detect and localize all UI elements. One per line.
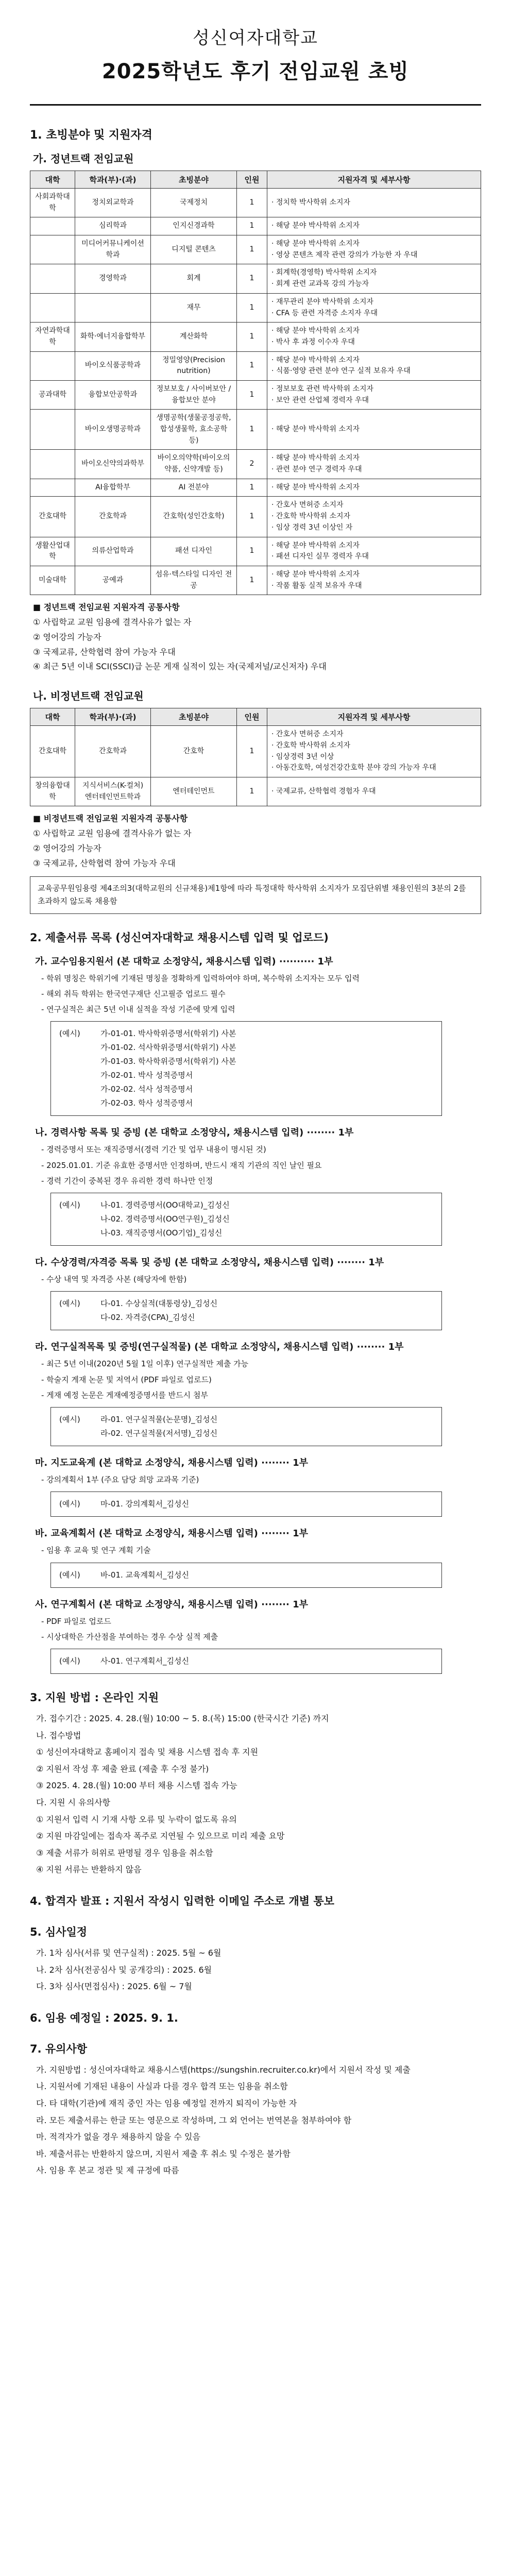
section-line: ④ 지원 서류는 반환하지 않음 xyxy=(36,1865,142,1875)
table-cell: · 간호사 면허증 소지자 · 간호학 박사학위 소지자 · 임상경력 3년 이상 · 아동간호학, 여성건강간호학 분야 강의 가능자 우대 xyxy=(267,726,481,777)
table-header-cell: 지원자격 및 세부사항 xyxy=(267,708,481,726)
section-line: 라. 모든 제출서류는 한글 또는 영문으로 작성하며, 그 외 언어는 번역본을 첨부하여야 함 xyxy=(36,2115,352,2125)
requirement-note: ② 영어강의 가능자 xyxy=(33,632,101,642)
table-cell: 사회과학대학 xyxy=(30,189,75,217)
table-cell: 미디어커뮤니케이션학과 xyxy=(75,235,151,264)
document-item-line: - 연구실적은 최근 5년 이내 실적을 작성 기준에 맞게 입력 xyxy=(41,1005,235,1014)
document-item-title: 라. 연구실적목록 및 증빙(연구실적물) (본 대학교 소정양식, 채용시스템 입력) ········ 1부 xyxy=(35,1342,404,1353)
document-item-line: - 게재 예정 논문은 게재예정증명서를 반드시 첨부 xyxy=(41,1390,208,1400)
example-lines xyxy=(100,1568,189,1582)
requirement-note: ② 영어강의 가능자 xyxy=(33,843,101,853)
table-row xyxy=(30,726,481,777)
table-cell: 1 xyxy=(237,264,267,293)
table-cell: 1 xyxy=(237,323,267,351)
table-cell: 생명공학(생물공정공학, 합성생물학, 효소공학 등) xyxy=(151,410,237,450)
table-cell: 계산화학 xyxy=(151,323,237,351)
table-row xyxy=(30,380,481,409)
filename-example-box xyxy=(50,1563,442,1588)
table-cell: 1 xyxy=(237,726,267,777)
requirement-note: ④ 최근 5년 이내 SCI(SSCI)급 논문 게재 실적이 있는 자(국제저널/교신저자) 우대 xyxy=(33,662,327,672)
document-item-line: - 경력 기간이 중복된 경우 유리한 경력 하나만 인정 xyxy=(41,1176,213,1185)
tenure-subheading: 가. 정년트랙 전임교원 xyxy=(33,152,134,165)
example-label: (예시) xyxy=(59,1200,80,1210)
table-cell: · 해당 분야 박사학위 소지자 · 관련 분야 연구 경력자 우대 xyxy=(267,450,481,479)
table-row xyxy=(30,450,481,479)
table-cell: 패션 디자인 xyxy=(151,537,237,566)
table-header-cell: 대학 xyxy=(30,171,75,189)
table-cell: 바이오의약학(바이오의약품, 신약개발 등) xyxy=(151,450,237,479)
document-item-title: 마. 지도교육계 (본 대학교 소정양식, 채용시스템 입력) ········ 1부 xyxy=(35,1458,309,1469)
table-cell: 바이오식품공학과 xyxy=(75,351,151,380)
table-cell: 국제정치 xyxy=(151,189,237,217)
example-filename: 다-01. 수상실적(대통령상)_김성신 xyxy=(100,1299,218,1309)
table-cell: 1 xyxy=(237,235,267,264)
table-cell: 바이오신약의과학부 xyxy=(75,450,151,479)
section5-heading: 5. 심사일정 xyxy=(30,1925,88,1938)
table-row xyxy=(30,566,481,595)
posting-title: 2025학년도 후기 전임교원 초빙 xyxy=(101,60,410,83)
section-line: 사. 임용 후 본교 정관 및 제 규정에 따름 xyxy=(36,2165,179,2176)
table-cell: 1 xyxy=(237,566,267,595)
document-item-title: 바. 교육계획서 (본 대학교 소정양식, 채용시스템 입력) ········ 1부 xyxy=(35,1528,309,1539)
section6-heading xyxy=(30,2010,481,2025)
table-cell: 1 xyxy=(237,479,267,497)
example-label: (예시) xyxy=(59,1570,80,1580)
table-cell: 1 xyxy=(237,777,267,806)
table-cell: 1 xyxy=(237,380,267,409)
document-item-line: - 학술지 게재 논문 및 저역서 (PDF 파일로 업로드) xyxy=(41,1375,212,1384)
table-cell: · 국제교류, 산학협력 경험자 우대 xyxy=(267,777,481,806)
document-item-line: - 최근 5년 이내(2020년 5월 1일 이후) 연구실적만 제출 가능 xyxy=(41,1359,249,1369)
document-item-line: - 강의계획서 1부 (주요 담당 희망 교과목 기준) xyxy=(41,1475,199,1485)
example-filename: 다-02. 자격증(CPA)_김성신 xyxy=(100,1313,195,1323)
requirement-note: ③ 국제교류, 산학협력 참여 가능자 우대 xyxy=(33,858,176,868)
posting-header xyxy=(30,24,481,84)
document-item-title: 사. 연구계획서 (본 대학교 소정양식, 채용시스템 입력) ········ 1부 xyxy=(35,1599,309,1610)
table-row xyxy=(30,293,481,322)
table-cell: AI융합학부 xyxy=(75,479,151,497)
table-header-cell: 학과(부)·(과) xyxy=(75,171,151,189)
example-label: (예시) xyxy=(59,1029,80,1039)
document-item-line: - 학위 명칭은 학위기에 기재된 명칭을 정확하게 입력하여야 하며, 복수학위 소지자는 모두 입력 xyxy=(41,973,360,983)
filename-example-box xyxy=(50,1291,442,1330)
table-row xyxy=(30,189,481,217)
document-item-line: - 2025.01.01. 기준 유효한 증명서만 인정하며, 반드시 재직 기관의 직인 날인 필요 xyxy=(41,1160,322,1170)
table-row xyxy=(30,410,481,450)
example-lines xyxy=(100,1198,230,1240)
table-cell: · 해당 분야 박사학위 소지자 · 영상 콘텐츠 제작 관련 강의가 가능한 자 우대 xyxy=(267,235,481,264)
section6-text: 6. 임용 예정일 : 2025. 9. 1. xyxy=(30,2011,178,2024)
table-row xyxy=(30,777,481,806)
table-cell: · 해당 분야 박사학위 소지자 · 식품·영양 관련 분야 연구 실적 보유자 우대 xyxy=(267,351,481,380)
section4-heading: 4. 합격자 발표 : 지원서 작성시 입력한 이메일 주소로 개별 통보 xyxy=(30,1894,334,1907)
tenure-track-table xyxy=(30,171,481,595)
table-header-cell: 지원자격 및 세부사항 xyxy=(267,171,481,189)
table-cell: · 해당 분야 박사학위 소지자 xyxy=(267,479,481,497)
section7-heading: 7. 유의사항 xyxy=(30,2042,88,2055)
document-item-title: 나. 경력사항 목록 및 증빙 (본 대학교 소정양식, 채용시스템 입력) ········ 1부 xyxy=(35,1127,354,1139)
example-filename: 라-01. 연구실적물(논문명)_김성신 xyxy=(100,1415,218,1425)
table-header-cell: 인원 xyxy=(237,171,267,189)
example-filename: 가-01-02. 석사학위증명서(학위기) 사본 xyxy=(100,1043,236,1053)
table-cell: 1 xyxy=(237,351,267,380)
university-name: 성신여자대학교 xyxy=(193,28,318,48)
table-cell: AI 전분야 xyxy=(151,479,237,497)
table-cell: 2 xyxy=(237,450,267,479)
example-lines xyxy=(100,1654,189,1668)
table-cell: · 해당 분야 박사학위 소지자 xyxy=(267,217,481,235)
table-cell: 간호학(성인간호학) xyxy=(151,497,237,537)
table-cell: 1 xyxy=(237,189,267,217)
table-cell: 1 xyxy=(237,217,267,235)
section1-heading: 1. 초빙분야 및 지원자격 xyxy=(30,129,152,142)
table-header-cell: 초빙분야 xyxy=(151,708,237,726)
document-item-line: - 시상대학은 가산점을 부여하는 경우 수상 실적 제출 xyxy=(41,1632,218,1641)
table-cell: 재무 xyxy=(151,293,237,322)
table-cell: 공과대학 xyxy=(30,380,75,409)
table-cell xyxy=(30,450,75,479)
table-cell: 정치외교학과 xyxy=(75,189,151,217)
example-filename: 가-02-02. 석사 성적증명서 xyxy=(100,1084,193,1094)
example-filename: 가-01-03. 학사학위증명서(학위기) 사본 xyxy=(100,1057,236,1066)
section-line: 가. 지원방법 : 성신여자대학교 채용시스템(https://sungshin.recruiter.co.kr)에서 지원서 작성 및 제출 xyxy=(36,2064,411,2075)
example-filename: 가-02-03. 학사 성적증명서 xyxy=(100,1098,193,1108)
non-tenure-subheading: 나. 비정년트랙 전임교원 xyxy=(33,690,144,703)
table-cell: 디지털 콘텐츠 xyxy=(151,235,237,264)
table-cell: · 정치학 박사학위 소지자 xyxy=(267,189,481,217)
table-row xyxy=(30,479,481,497)
document-item-line: - 해외 취득 학위는 한국연구재단 신고필증 업로드 필수 xyxy=(41,989,226,998)
table-cell xyxy=(30,479,75,497)
table-cell xyxy=(75,293,151,322)
table-cell: 바이오생명공학과 xyxy=(75,410,151,450)
requirement-note: ① 사립학교 교원 임용에 결격사유가 없는 자 xyxy=(33,828,192,839)
example-filename: 라-02. 연구실적물(저서명)_김성신 xyxy=(100,1429,218,1438)
table-cell: 융합보안공학과 xyxy=(75,380,151,409)
section-line: 다. 타 대학(기관)에 재직 중인 자는 임용 예정일 전까지 퇴직이 가능한 자 xyxy=(36,2098,297,2108)
example-label: (예시) xyxy=(59,1656,80,1666)
document-item-line: - 임용 후 교육 및 연구 계획 기술 xyxy=(41,1546,151,1555)
table-header-cell: 초빙분야 xyxy=(151,171,237,189)
example-filename: 나-03. 재직증명서(OO기업)_김성신 xyxy=(100,1228,223,1238)
table-cell: · 간호사 면허증 소지자 · 간호학 박사학위 소지자 · 임상 경력 3년 이상인 자 xyxy=(267,497,481,537)
table-header-cell: 인원 xyxy=(237,708,267,726)
document-item-title: 가. 교수임용지원서 (본 대학교 소정양식, 채용시스템 입력) ·········· 1부 xyxy=(35,956,333,967)
table-row xyxy=(30,217,481,235)
section-line: ① 성신여자대학교 홈페이지 접속 및 채용 시스템 접속 후 지원 xyxy=(36,1747,259,1757)
example-filename: 나-01. 경력증명서(OO대학교)_김성신 xyxy=(100,1200,230,1210)
example-filename: 가-01-01. 박사학위증명서(학위기) 사본 xyxy=(100,1029,236,1039)
table-cell xyxy=(30,293,75,322)
table-cell: · 해당 분야 박사학위 소지자 xyxy=(267,410,481,450)
section-line: ② 지원서 작성 후 제출 완료 (제출 후 수정 불가) xyxy=(36,1764,209,1774)
table-cell xyxy=(30,351,75,380)
table-cell: 1 xyxy=(237,537,267,566)
table-cell: · 해당 분야 박사학위 소지자 · 작품 활동 실적 보유자 우대 xyxy=(267,566,481,595)
section-line: 가. 접수기간 : 2025. 4. 28.(월) 10:00 ~ 5. 8.(목) 15:00 (한국시간 기준) 까지 xyxy=(36,1714,329,1724)
table-cell: 섬유·텍스타일 디자인 전공 xyxy=(151,566,237,595)
table-row xyxy=(30,235,481,264)
section-line: 나. 2차 심사(전공심사 및 공개강의) : 2025. 6월 xyxy=(36,1964,212,1975)
section-line: 바. 제출서류는 반환하지 않으며, 지원서 제출 후 취소 및 수정은 불가함 xyxy=(36,2148,291,2159)
example-filename: 나-02. 경력증명서(OO연구원)_김성신 xyxy=(100,1214,230,1224)
table-cell: 생활산업대학 xyxy=(30,537,75,566)
filename-example-box xyxy=(50,1407,442,1446)
table-cell: 화학·에너지융합학부 xyxy=(75,323,151,351)
example-lines xyxy=(100,1027,236,1110)
example-filename: 가-02-01. 박사 성적증명서 xyxy=(100,1071,193,1080)
section-line: ② 지원 마감일에는 접속자 폭주로 지연될 수 있으므로 미리 제출 요망 xyxy=(36,1831,285,1841)
section-line: ③ 제출 서류가 허위로 판명될 경우 임용을 취소함 xyxy=(36,1848,213,1858)
example-lines xyxy=(100,1413,217,1440)
table-cell: 창의융합대학 xyxy=(30,777,75,806)
table-cell: 공예과 xyxy=(75,566,151,595)
table-cell xyxy=(30,217,75,235)
section-line: ③ 2025. 4. 28.(월) 10:00 부터 채용 시스템 접속 가능 xyxy=(36,1781,237,1791)
table-cell: 회계 xyxy=(151,264,237,293)
table-row xyxy=(30,497,481,537)
table-cell: · 해당 분야 박사학위 소지자 · 패션 디자인 실무 경력자 우대 xyxy=(267,537,481,566)
table-cell: · 해당 분야 박사학위 소지자 · 박사 후 과정 이수자 우대 xyxy=(267,323,481,351)
table-cell: 간호대학 xyxy=(30,726,75,777)
requirement-note: ① 사립학교 교원 임용에 결격사유가 없는 자 xyxy=(33,617,192,628)
table-header-cell: 학과(부)·(과) xyxy=(75,708,151,726)
section-line: ① 지원서 입력 시 기재 사항 오류 및 누락이 없도록 유의 xyxy=(36,1814,237,1824)
example-filename: 바-01. 교육계획서_김성신 xyxy=(100,1570,189,1580)
document-item-line: - 수상 내역 및 자격증 사본 (해당자에 한함) xyxy=(41,1275,187,1284)
table-cell: 심리학과 xyxy=(75,217,151,235)
example-lines xyxy=(100,1297,217,1325)
section-line: 다. 지원 시 유의사항 xyxy=(36,1798,110,1808)
table-cell: 1 xyxy=(237,410,267,450)
table-cell: 경영학과 xyxy=(75,264,151,293)
non-tenure-notes-title: ■ 비정년트랙 전임교원 지원자격 공통사항 xyxy=(33,814,188,824)
example-lines xyxy=(100,1497,189,1511)
table-cell: 지식서비스(K-컬처)엔터테인먼트학과 xyxy=(75,777,151,806)
table-row xyxy=(30,351,481,380)
table-cell: 의류산업학과 xyxy=(75,537,151,566)
hiring-rule-box: 교육공무원임용령 제4조의3(대학교원의 신규채용)제1항에 따라 특정대학 학사학위 소지자가 모집단위별 채용인원의 3분의 2를 초과하지 않도록 채용함 xyxy=(30,876,481,914)
table-cell: 미술대학 xyxy=(30,566,75,595)
table-cell: 간호학과 xyxy=(75,497,151,537)
table-row xyxy=(30,264,481,293)
tenure-notes-title: ■ 정년트랙 전임교원 지원자격 공통사항 xyxy=(33,602,180,613)
table-header-cell: 대학 xyxy=(30,708,75,726)
table-cell: 자연과학대학 xyxy=(30,323,75,351)
table-row xyxy=(30,537,481,566)
table-cell: 1 xyxy=(237,293,267,322)
non-tenure-common-requirements xyxy=(33,811,481,871)
document-item-title: 다. 수상경력/자격증 목록 및 증빙 (본 대학교 소정양식, 채용시스템 입력) ········ 1부 xyxy=(35,1257,384,1268)
table-row xyxy=(30,323,481,351)
table-cell: 정밀영양(Precision nutrition) xyxy=(151,351,237,380)
example-label: (예시) xyxy=(59,1499,80,1509)
table-cell: 간호학 xyxy=(151,726,237,777)
document-item-line: - 경력증명서 또는 재직증명서(경력 기간 및 업무 내용이 명시된 것) xyxy=(41,1145,266,1155)
table-cell: · 회계학(경영학) 박사학위 소지자 · 회계 관련 교과목 강의 가능자 xyxy=(267,264,481,293)
section2-heading: 2. 제출서류 목록 (성신여자대학교 채용시스템 입력 및 업로드) xyxy=(30,931,329,944)
document-item-line: - PDF 파일로 업로드 xyxy=(41,1616,111,1626)
filename-example-box xyxy=(50,1193,442,1246)
tenure-common-requirements xyxy=(33,600,481,674)
section-line: 마. 적격자가 없을 경우 채용하지 않을 수 있음 xyxy=(36,2132,200,2142)
non-tenure-track-table xyxy=(30,708,481,806)
table-cell xyxy=(30,410,75,450)
table-cell: · 정보보호 관련 박사학위 소지자 · 보안 관련 산업체 경력자 우대 xyxy=(267,380,481,409)
table-cell: · 재무관리 분야 박사학위 소지자 · CFA 등 관련 자격증 소지자 우대 xyxy=(267,293,481,322)
table-cell: 엔터테인먼트 xyxy=(151,777,237,806)
table-cell: 인지신경과학 xyxy=(151,217,237,235)
section-line: 나. 지원서에 기재된 내용이 사실과 다를 경우 합격 또는 임용을 취소함 xyxy=(36,2081,288,2092)
section-line: 나. 접수방법 xyxy=(36,1730,81,1740)
filename-example-box xyxy=(50,1021,442,1116)
example-label: (예시) xyxy=(59,1415,80,1425)
example-filename: 사-01. 연구계획서_김성신 xyxy=(100,1656,189,1666)
title-divider xyxy=(30,104,481,106)
filename-example-box xyxy=(50,1492,442,1517)
requirement-note: ③ 국제교류, 산학협력 참여 가능자 우대 xyxy=(33,647,176,657)
section3-heading: 3. 지원 방법 : 온라인 지원 xyxy=(30,1691,159,1704)
table-cell: 정보보호 / 사이버보안 / 융합보안 분야 xyxy=(151,380,237,409)
example-filename: 마-01. 강의계획서_김성신 xyxy=(100,1499,189,1509)
example-label: (예시) xyxy=(59,1299,80,1309)
table-cell: 간호학과 xyxy=(75,726,151,777)
table-cell: 1 xyxy=(237,497,267,537)
table-cell xyxy=(30,235,75,264)
filename-example-box xyxy=(50,1649,442,1674)
table-cell xyxy=(30,264,75,293)
section-line: 다. 3차 심사(면접심사) : 2025. 6월 ~ 7월 xyxy=(36,1981,192,1992)
section-line: 가. 1차 심사(서류 및 연구실적) : 2025. 5월 ~ 6월 xyxy=(36,1947,222,1958)
table-cell: 간호대학 xyxy=(30,497,75,537)
